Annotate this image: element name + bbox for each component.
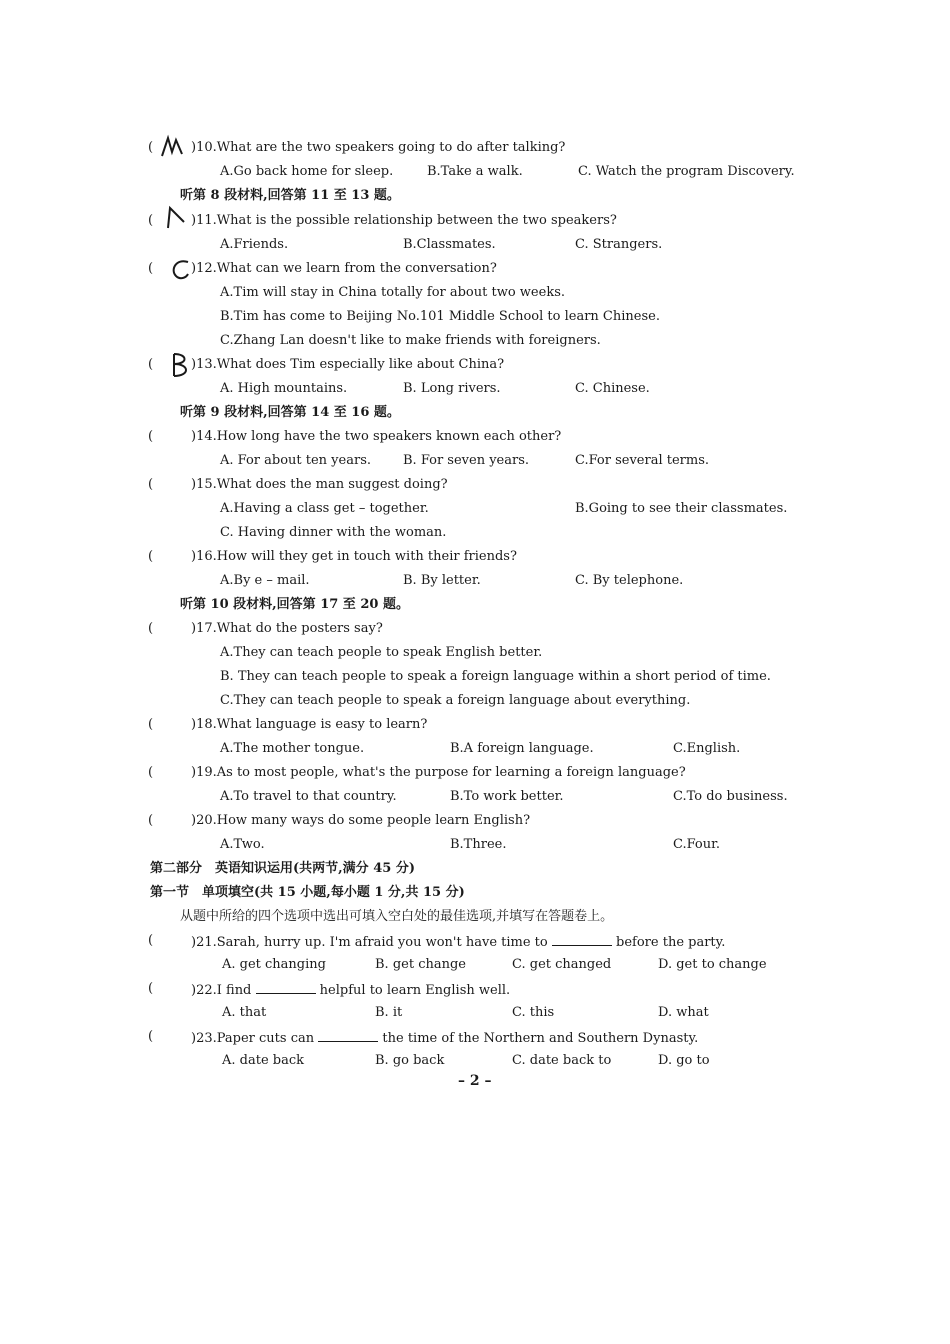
answer-paren: ( <box>148 765 154 780</box>
answer-paren: ( <box>148 429 154 444</box>
answer-paren: ( <box>148 621 154 636</box>
question-18: )18.What language is easy to learn? <box>191 717 428 732</box>
option-a: A.The mother tongue. <box>220 741 365 756</box>
answer-paren: ( <box>148 1029 154 1044</box>
question-23: )23.Paper cuts can the time of the Northern and Southern Dynasty. <box>191 1031 699 1046</box>
option-c: C.Zhang Lan doesn't like to make friends with foreigners. <box>220 333 601 348</box>
option-b: B.Tim has come to Beijing No.101 Middle School to learn Chinese. <box>220 309 660 324</box>
question-17: )17.What do the posters say? <box>191 621 383 636</box>
part-two-heading: 第二部分 英语知识运用(共两节,满分 45 分) <box>150 861 415 876</box>
question-12: )12.What can we learn from the conversation? <box>191 261 497 276</box>
option-b: B. Long rivers. <box>403 381 501 396</box>
option-a: A. For about ten years. <box>220 453 371 468</box>
question-16: )16.How will they get in touch with their friends? <box>191 549 517 564</box>
option-b: B.Take a walk. <box>427 164 523 179</box>
blank-line <box>318 1029 378 1042</box>
section-heading-8: 听第 8 段材料,回答第 11 至 13 题。 <box>180 188 400 203</box>
option-b: B. get change <box>375 957 466 972</box>
question-10: )10.What are the two speakers going to do after talking? <box>191 140 566 155</box>
option-c: C.To do business. <box>673 789 788 804</box>
option-a: A. High mountains. <box>220 381 348 396</box>
option-d: D. get to change <box>658 957 767 972</box>
blank-line <box>552 933 612 946</box>
option-b: B. go back <box>375 1053 445 1068</box>
option-c: C. Watch the program Discovery. <box>578 164 795 179</box>
answer-paren: ( <box>148 549 154 564</box>
option-a: A. that <box>222 1005 267 1020</box>
handwritten-answer-q11-text: A <box>2 0 3 1</box>
handwritten-answer-q13-text: B <box>6 0 7 1</box>
answer-paren: ( <box>148 477 154 492</box>
option-c: C.They can teach people to speak a foreign language about everything. <box>220 693 691 708</box>
question-19: )19.As to most people, what's the purpose for learning a foreign language? <box>191 765 686 780</box>
answer-paren: ( <box>148 357 154 372</box>
question-21: )21.Sarah, hurry up. I'm afraid you won't have time to before the party. <box>191 935 726 950</box>
blank-line <box>256 981 316 994</box>
answer-paren: ( <box>148 981 154 996</box>
option-a: A. get changing <box>222 957 326 972</box>
option-c: C. Chinese. <box>575 381 650 396</box>
question-11: )11.What is the possible relationship between the two speakers? <box>191 213 617 228</box>
question-20: )20.How many ways do some people learn English? <box>191 813 531 828</box>
option-b: B.Classmates. <box>403 237 496 252</box>
handwritten-answer-q10-text: A <box>0 0 1 1</box>
option-a: A.Friends. <box>220 237 289 252</box>
option-c: C.For several terms. <box>575 453 710 468</box>
option-c: C. Strangers. <box>575 237 663 252</box>
option-c: C.English. <box>673 741 741 756</box>
option-d: D. what <box>658 1005 709 1020</box>
option-c: C. By telephone. <box>575 573 684 588</box>
option-c: C. this <box>512 1005 555 1020</box>
option-c: C.Four. <box>673 837 721 852</box>
answer-paren: ( <box>148 813 154 828</box>
option-c: C. get changed <box>512 957 612 972</box>
instructions: 从题中所给的四个选项中选出可填入空白处的最佳选项,并填写在答题卷上。 <box>180 909 614 924</box>
option-b: B.Going to see their classmates. <box>575 501 788 516</box>
section-heading-9: 听第 9 段材料,回答第 14 至 16 题。 <box>180 405 400 420</box>
section-heading-10: 听第 10 段材料,回答第 17 至 20 题。 <box>180 597 409 612</box>
answer-paren: ( <box>148 717 154 732</box>
handwritten-answer-a-q11 <box>162 204 192 230</box>
answer-paren: ( <box>148 213 154 228</box>
answer-paren: ( <box>148 140 154 155</box>
section-one-heading: 第一节 单项填空(共 15 小题,每小题 1 分,共 15 分) <box>150 885 465 900</box>
option-b: B. it <box>375 1005 403 1020</box>
question-15: )15.What does the man suggest doing? <box>191 477 448 492</box>
answer-paren: ( <box>148 933 154 948</box>
option-a: A.They can teach people to speak English better. <box>220 645 543 660</box>
option-c: C. date back to <box>512 1053 612 1068</box>
answer-paren: ( <box>148 261 154 276</box>
option-a: A.Go back home for sleep. <box>220 164 394 179</box>
option-a: A.By e – mail. <box>220 573 310 588</box>
option-b: B. They can teach people to speak a foreign language within a short period of time. <box>220 669 771 684</box>
option-b: B. By letter. <box>403 573 481 588</box>
option-c: C. Having dinner with the woman. <box>220 525 447 540</box>
option-b: B. For seven years. <box>403 453 530 468</box>
option-a: A.Having a class get – together. <box>220 501 429 516</box>
page-number: – 2 – <box>458 1073 492 1089</box>
option-a: A.Two. <box>220 837 265 852</box>
option-a: A. date back <box>222 1053 305 1068</box>
question-13: )13.What does Tim especially like about China? <box>191 357 505 372</box>
option-a: A.To travel to that country. <box>220 789 397 804</box>
option-a: A.Tim will stay in China totally for about two weeks. <box>220 285 565 300</box>
option-d: D. go to <box>658 1053 710 1068</box>
handwritten-answer-q12-text: C <box>4 0 5 1</box>
question-22: )22.I find helpful to learn English well. <box>191 983 511 998</box>
option-b: B.To work better. <box>450 789 564 804</box>
option-b: B.Three. <box>450 837 507 852</box>
handwritten-answer-a-q10 <box>156 134 190 160</box>
option-b: B.A foreign language. <box>450 741 594 756</box>
question-14: )14.How long have the two speakers known each other? <box>191 429 562 444</box>
